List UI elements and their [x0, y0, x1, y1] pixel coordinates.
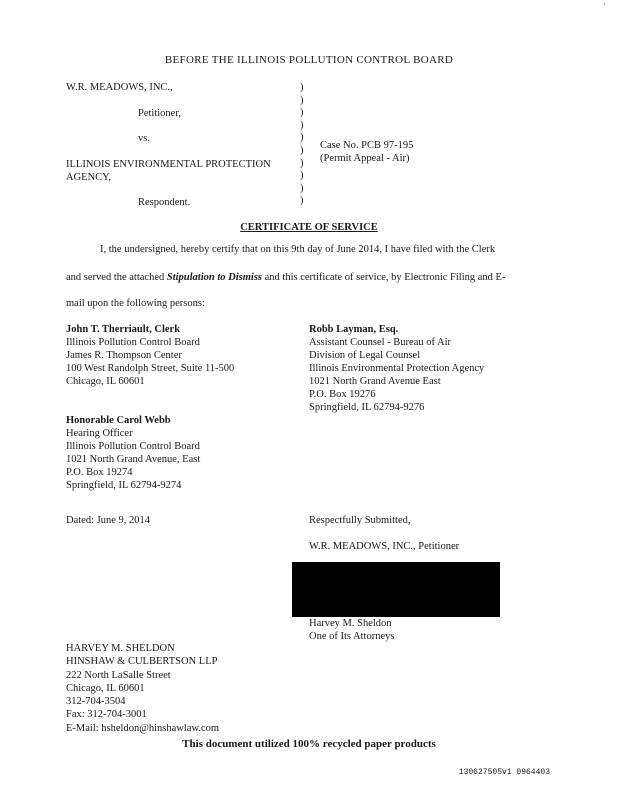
paren: )	[300, 132, 304, 144]
recipient-webb	[66, 414, 200, 492]
address-line: Chicago, IL 60601	[66, 376, 145, 387]
signer-role: One of Its Attorneys	[309, 631, 395, 642]
case-type: (Permit Appeal - Air)	[320, 153, 410, 164]
respectfully-submitted: Respectfully Submitted,	[309, 515, 411, 526]
address-line: Springfield, IL 62794-9276	[309, 402, 425, 413]
address-line: P.O. Box 19274	[66, 467, 133, 478]
document-id: 130627505v1 0964403	[458, 768, 550, 777]
address-line: 1021 North Grand Avenue, East	[66, 454, 201, 465]
address-line: Division of Legal Counsel	[309, 350, 421, 361]
caption-parentheses	[300, 82, 308, 208]
counsel-email: E-Mail: hsheldon@hinshawlaw.com	[66, 722, 220, 734]
counsel-street: 222 North LaSalle Street	[66, 669, 171, 681]
recipient-clerk	[66, 323, 234, 388]
address-line: Illinois Pollution Control Board	[66, 337, 200, 348]
document-title: Stipulation to Dismiss	[166, 272, 262, 283]
certificate-line-1: I, the undersigned, hereby certify that on this 9th day of June 2014, I have filed with the Clerk	[100, 244, 496, 255]
paren: )	[300, 94, 304, 106]
certificate-line-2-post: and this certificate of service, by Electronic Filing and E-	[262, 272, 506, 283]
paren: )	[300, 119, 304, 131]
certificate-line-2-pre: and served the attached	[66, 272, 167, 283]
date-line: Dated: June 9, 2014	[66, 515, 150, 526]
signer-name: Harvey M. Sheldon	[309, 618, 392, 629]
versus-label: vs.	[138, 133, 150, 144]
petitioner-name: W.R. MEADOWS, INC.,	[66, 82, 173, 93]
counsel-firm: HINSHAW & CULBERTSON LLP	[66, 656, 218, 668]
counsel-fax: Fax: 312-704-3001	[66, 709, 147, 721]
paren: )	[300, 170, 304, 182]
address-line: 100 West Randolph Street, Suite 11-500	[66, 363, 235, 374]
paren: )	[300, 107, 304, 119]
paren: )	[300, 182, 304, 194]
page-title: BEFORE THE ILLINOIS POLLUTION CONTROL BOARD	[164, 54, 454, 66]
address-line: Illinois Pollution Control Board	[66, 441, 200, 452]
certificate-line-3: mail upon the following persons:	[66, 298, 205, 309]
address-line: P.O. Box 19276	[309, 389, 376, 400]
paren: )	[300, 82, 304, 93]
respondent-role: Respondent.	[138, 197, 191, 208]
counsel-phone: 312-704-3504	[66, 696, 126, 708]
paren: )	[300, 195, 304, 207]
paren: )	[300, 144, 304, 156]
corner-mark: '	[604, 2, 606, 11]
address-line: Illinois Environmental Protection Agency	[309, 363, 485, 374]
recipient-layman	[309, 323, 484, 414]
address-line: Springfield, IL 62794-9274	[66, 480, 182, 491]
counsel-name: HARVEY M. SHELDON	[66, 643, 175, 654]
redacted-signature	[292, 562, 500, 617]
certificate-line-2	[66, 272, 505, 283]
case-number: Case No. PCB 97-195	[320, 140, 414, 151]
counsel-city: Chicago, IL 60601	[66, 682, 145, 694]
petitioner-role: Petitioner,	[138, 108, 182, 119]
recycled-paper-note: This document utilized 100% recycled paper products	[182, 738, 436, 750]
signer-block	[309, 617, 394, 643]
address-line: James R. Thompson Center	[66, 350, 182, 361]
recipient-name: John T. Therriault, Clerk	[66, 324, 181, 335]
respondent-name-line2: AGENCY,	[66, 172, 112, 183]
paren: )	[300, 157, 304, 169]
certificate-title: CERTIFICATE OF SERVICE	[240, 222, 378, 233]
address-line: 1021 North Grand Avenue East	[309, 376, 441, 387]
address-line: Assistant Counsel - Bureau of Air	[309, 337, 452, 348]
counsel-block	[66, 642, 219, 735]
signing-party: W.R. MEADOWS, INC., Petitioner	[309, 541, 460, 552]
respondent-name-line1: ILLINOIS ENVIRONMENTAL PROTECTION	[66, 159, 271, 170]
recipient-name: Robb Layman, Esq.	[309, 324, 399, 335]
address-line: Hearing Officer	[66, 428, 133, 439]
recipient-name: Honorable Carol Webb	[66, 415, 171, 426]
